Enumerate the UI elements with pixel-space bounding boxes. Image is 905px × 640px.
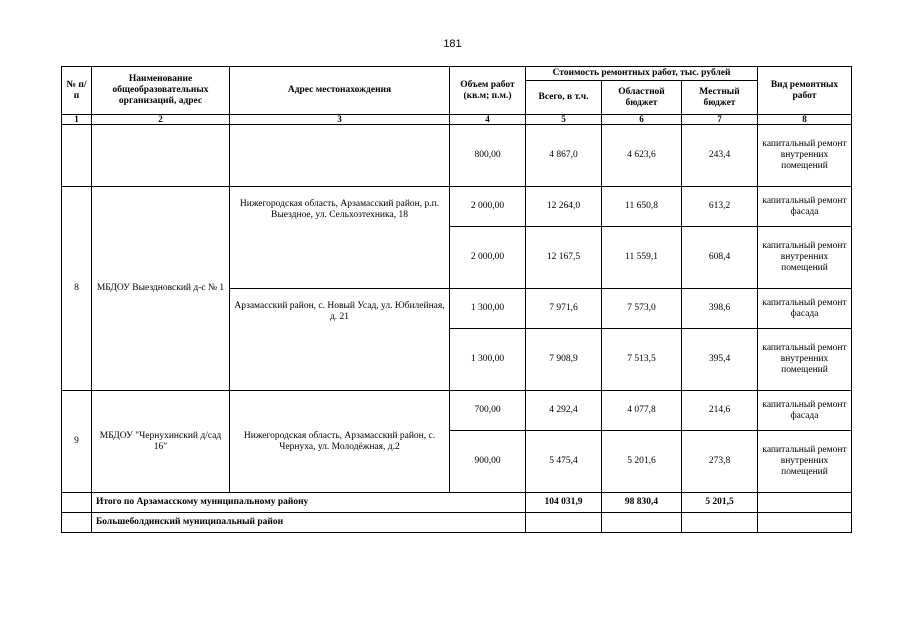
local-cell: 608,4	[682, 227, 758, 289]
org-number: 8	[62, 187, 92, 391]
table-row	[62, 125, 852, 187]
org-address: Нижегородская область, Арзамасский район, р.п. Выездное, ул. Сельхозтехника, 18	[230, 187, 450, 289]
org-name: МБДОУ "Чернухинский д/сад 16"	[92, 391, 230, 493]
page-number: 181	[443, 38, 462, 50]
org-name-cell	[92, 125, 230, 187]
repair-type-cell	[758, 513, 852, 533]
volume-cell: 1 300,00	[450, 289, 526, 329]
volume-cell: 900,00	[450, 431, 526, 493]
num-cell	[62, 125, 92, 187]
volume-cell: 2 000,00	[450, 187, 526, 227]
header-org-name: Наименование общеобразовательных организаций, адрес	[92, 67, 230, 115]
regional-cell: 7 573,0	[602, 289, 682, 329]
total-cell: 5 475,4	[526, 431, 602, 493]
totals-local: 5 201,5	[682, 493, 758, 513]
totals-total: 104 031,9	[526, 493, 602, 513]
num-cell	[62, 493, 92, 513]
local-cell	[682, 513, 758, 533]
column-number: 8	[758, 115, 852, 125]
header-repair-type: Вид ремонтных работ	[758, 67, 852, 115]
totals-regional: 98 830,4	[602, 493, 682, 513]
table-row	[62, 187, 852, 227]
column-number: 2	[92, 115, 230, 125]
header-regional: Областной бюджет	[602, 81, 682, 115]
volume-cell: 2 000,00	[450, 227, 526, 289]
volume-cell: 1 300,00	[450, 329, 526, 391]
regional-cell	[602, 513, 682, 533]
local-cell: 273,8	[682, 431, 758, 493]
total-cell: 12 264,0	[526, 187, 602, 227]
regional-cell: 4 077,8	[602, 391, 682, 431]
column-number: 3	[230, 115, 450, 125]
column-number: 5	[526, 115, 602, 125]
total-cell: 7 908,9	[526, 329, 602, 391]
section-row	[62, 513, 852, 533]
header-volume: Объем работ (кв.м; п.м.)	[450, 67, 526, 115]
local-cell: 613,2	[682, 187, 758, 227]
header-num: № п/п	[62, 67, 92, 115]
org-number: 9	[62, 391, 92, 493]
local-cell: 243,4	[682, 125, 758, 187]
total-cell: 4 292,4	[526, 391, 602, 431]
column-number: 4	[450, 115, 526, 125]
local-cell: 214,6	[682, 391, 758, 431]
totals-row	[62, 493, 852, 513]
repair-type-cell: капитальный ремонт внутренних помещений	[758, 227, 852, 289]
column-numbers-row	[62, 115, 852, 125]
repair-type-cell: капитальный ремонт фасада	[758, 187, 852, 227]
num-cell	[62, 513, 92, 533]
repair-type-cell	[758, 493, 852, 513]
regional-cell: 11 559,1	[602, 227, 682, 289]
totals-label: Итого по Арзамасскому муниципальному району	[92, 493, 526, 513]
total-cell	[526, 513, 602, 533]
header-address: Адрес местонахождения	[230, 67, 450, 115]
total-cell: 4 867,0	[526, 125, 602, 187]
org-address: Нижегородская область, Арзамасский район, с. Чернуха, ул. Молодёжная, д.2	[230, 391, 450, 493]
regional-cell: 7 513,5	[602, 329, 682, 391]
header-total: Всего, в т.ч.	[526, 81, 602, 115]
column-number: 6	[602, 115, 682, 125]
total-cell: 12 167,5	[526, 227, 602, 289]
repair-type-cell: капитальный ремонт внутренних помещений	[758, 329, 852, 391]
regional-cell: 11 650,8	[602, 187, 682, 227]
repair-type-cell: капитальный ремонт фасада	[758, 289, 852, 329]
repair-type-cell: капитальный ремонт внутренних помещений	[758, 125, 852, 187]
local-cell: 398,6	[682, 289, 758, 329]
regional-cell: 5 201,6	[602, 431, 682, 493]
section-title: Большеболдинский муниципальный район	[92, 513, 526, 533]
header-local: Местный бюджет	[682, 81, 758, 115]
org-name: МБДОУ Выездновский д-с № 1	[92, 187, 230, 391]
total-cell: 7 971,6	[526, 289, 602, 329]
header-cost-group: Стоимость ремонтных работ, тыс. рублей	[526, 67, 758, 81]
volume-cell: 800,00	[450, 125, 526, 187]
column-number: 7	[682, 115, 758, 125]
address-cell	[230, 125, 450, 187]
regional-cell: 4 623,6	[602, 125, 682, 187]
repair-costs-table	[61, 66, 852, 533]
repair-type-cell: капитальный ремонт внутренних помещений	[758, 431, 852, 493]
repair-type-cell: капитальный ремонт фасада	[758, 391, 852, 431]
volume-cell: 700,00	[450, 391, 526, 431]
column-number: 1	[62, 115, 92, 125]
org-address: Арзамасский район, с. Новый Усад, ул. Юбилейная, д. 21	[230, 289, 450, 391]
local-cell: 395,4	[682, 329, 758, 391]
table-row	[62, 391, 852, 431]
